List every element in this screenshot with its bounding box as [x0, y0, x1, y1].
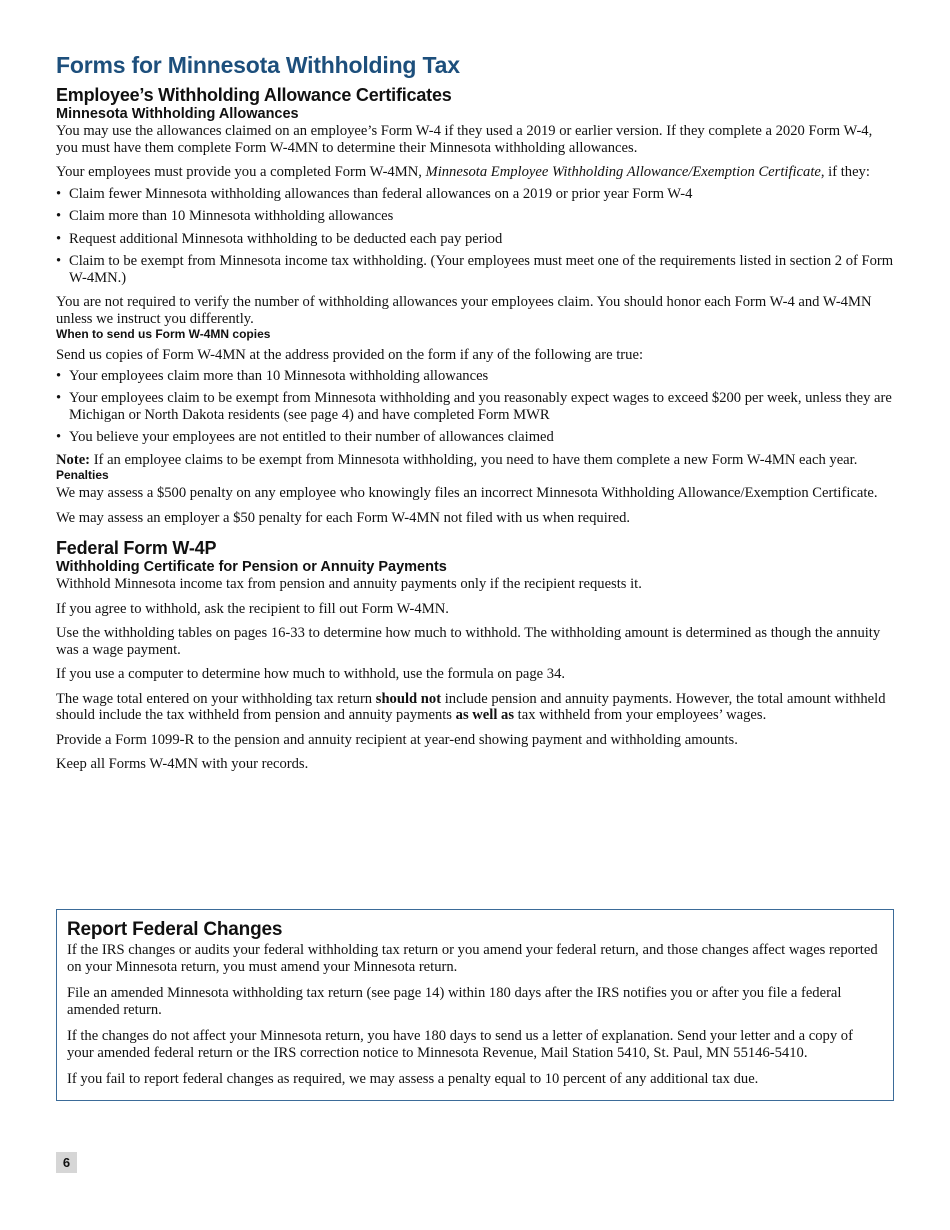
page-title: Forms for Minnesota Withholding Tax [56, 52, 460, 78]
paragraph: Withhold Minnesota income tax from pension and annuity payments only if the recipient requests it. [56, 576, 642, 592]
paragraph: Provide a Form 1099-R to the pension and annuity recipient at year-end showing payment and withholding amounts. [56, 731, 738, 748]
paragraph: File an amended Minnesota withholding tax return (see page 14) within 180 days after the IRS notifies you or after you file a federal amended return. [67, 985, 842, 1018]
box-heading: Report Federal Changes [67, 919, 283, 940]
paragraph: If you use a computer to determine how much to withhold, use the formula on page 34. [56, 666, 566, 682]
paragraph: If you fail to report federal changes as required, we may assess a penalty equal to 10 percent of any additional tax due. [67, 1071, 759, 1087]
list-item: • Request additional Minnesota withholding to be deducted each pay period [56, 231, 894, 248]
paragraph: Keep all Forms W-4MN with your records. [56, 756, 309, 772]
paragraph: We may assess an employer a $50 penalty for each Form W-4MN not filed with us when required. [56, 509, 631, 526]
paragraph: You may use the allowances claimed on an employee’s Form W-4 if they used a 2019 or earlier version. If they complete a 2020 Form W-4, you must have them complete Form W-4MN to determine their Minnesota withholding allowances. [56, 123, 873, 156]
list-item: • Claim to be exempt from Minnesota income tax withholding. (Your employees must meet one of the requirements listed in section 2 of Form W-4MN.) [56, 253, 894, 286]
section-heading-w4p: Federal Form W-4P [56, 538, 217, 558]
list-item: • You believe your employees are not entitled to their number of allowances claimed [56, 429, 894, 446]
paragraph: Send us copies of Form W-4MN at the address provided on the form if any of the following are true: [56, 347, 643, 363]
report-federal-changes-box [56, 909, 894, 1101]
list-item: • Your employees claim more than 10 Minnesota withholding allowances [56, 368, 894, 385]
bullet-list [56, 186, 894, 287]
paragraph: If the IRS changes or audits your federal withholding tax return or you amend your federal return, and those changes affect wages reported on your Minnesota return, you must amend your Minnesota return. [67, 942, 878, 975]
note-paragraph: Note: If an employee claims to be exempt from Minnesota withholding, you need to have them complete a new Form W-4MN each year. [56, 451, 858, 468]
paragraph: Your employees must provide you a completed Form W-4MN, Minnesota Employee Withholding Allowance/Exemption Certificate, if they: [56, 164, 870, 180]
page-number: 6 [56, 1152, 77, 1173]
paragraph: You are not required to verify the number of withholding allowances your employees claim. You should honor each Form W-4 and W-4MN unless we instruct you differently. [56, 294, 872, 327]
paragraph: If you agree to withhold, ask the recipient to fill out Form W-4MN. [56, 600, 449, 617]
paragraph: Use the withholding tables on pages 16-33 to determine how much to withhold. The withholding amount is determined as though the annuity was a wage payment. [56, 625, 881, 658]
bullet-list [56, 368, 894, 446]
list-item: • Claim fewer Minnesota withholding allowances than federal allowances on a 2019 or prior year Form W-4 [56, 186, 894, 203]
subheading-mn-allowances: Minnesota Withholding Allowances [56, 106, 299, 122]
paragraph: We may assess a $500 penalty on any employee who knowingly files an incorrect Minnesota Withholding Allowance/Exemption Certificate. [56, 485, 878, 501]
page-content [56, 50, 894, 773]
subheading-when-to-send: When to send us Form W-4MN copies [56, 327, 271, 341]
subheading-pension: Withholding Certificate for Pension or Annuity Payments [56, 559, 447, 575]
list-item: • Claim more than 10 Minnesota withholding allowances [56, 208, 894, 225]
list-item: • Your employees claim to be exempt from Minnesota withholding and you reasonably expect wages to exceed $200 per week, unless they are Michigan or North Dakota residents (see page 4) and have completed Form MWR [56, 390, 894, 423]
paragraph: The wage total entered on your withholding tax return should not include pension and annuity payments. However, the total amount withheld should include the tax withheld from pension and annuity payments as well as tax withheld from your employees’ wages. [56, 690, 886, 723]
paragraph: If the changes do not affect your Minnesota return, you have 180 days to send us a letter of explanation. Send your letter and a copy of your amended federal return or the IRS correction notice to Minnesota Revenue, Mail Station 5410, St. Paul, MN 55146-5410. [67, 1028, 853, 1061]
section-heading-allowance-certificates: Employee’s Withholding Allowance Certificates [56, 85, 452, 105]
subheading-penalties: Penalties [56, 468, 109, 482]
